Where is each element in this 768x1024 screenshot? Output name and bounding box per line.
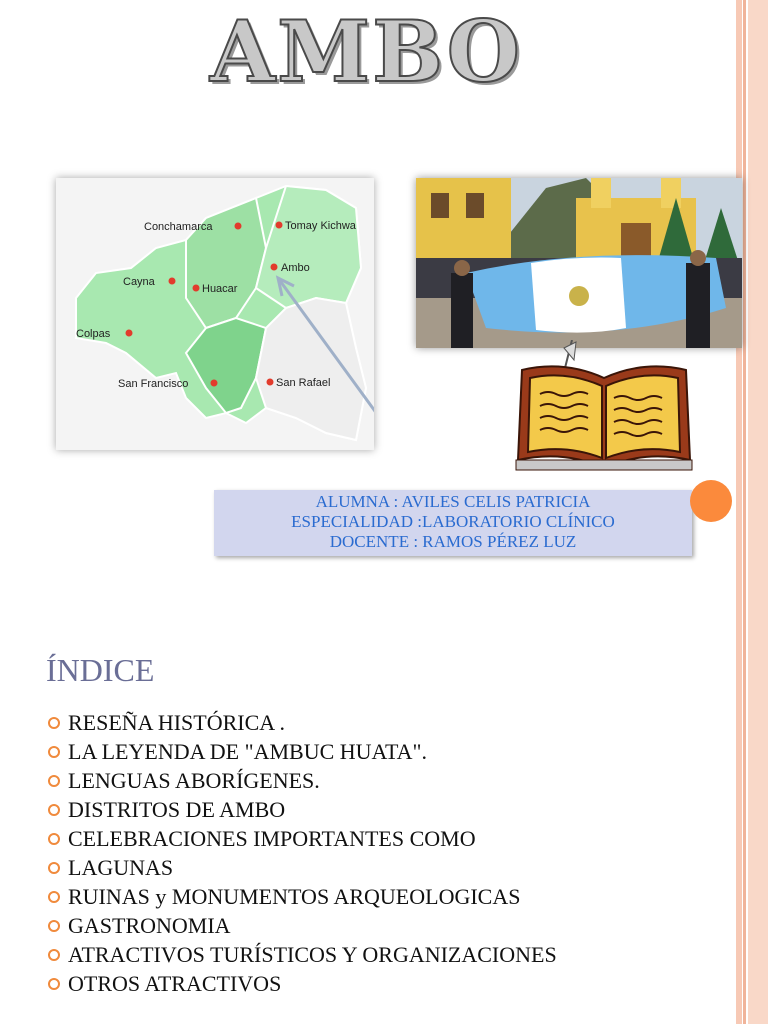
map-label-tomay-kichwa: Tomay Kichwa: [285, 220, 356, 232]
index-heading: ÍNDICE: [46, 652, 155, 688]
teacher-name: DOCENTE : RAMOS PÉREZ LUZ: [329, 532, 577, 551]
map-label-conchamarca: Conchamarca: [144, 221, 213, 233]
specialty: ESPECIALIDAD :LABORATORIO CLÍNICO: [291, 512, 615, 531]
orange-circle-decoration: [690, 480, 732, 522]
slide-border-decoration: [736, 0, 768, 1024]
bullet-icon: [48, 804, 60, 816]
bullet-icon: [48, 862, 60, 874]
bullet-icon: [48, 717, 60, 729]
bullet-icon: [48, 891, 60, 903]
map-label-ambo: Ambo: [281, 262, 310, 274]
list-item: DISTRITOS DE AMBO: [48, 795, 557, 824]
bullet-icon: [48, 746, 60, 758]
list-item: RUINAS y MONUMENTOS ARQUEOLOGICAS: [48, 882, 557, 911]
student-name: ALUMNA : AVILES CELIS PATRICIA: [315, 492, 591, 511]
map-label-cayna: Cayna: [123, 276, 155, 288]
list-item: LENGUAS ABORÍGENES.: [48, 766, 557, 795]
bullet-icon: [48, 978, 60, 990]
index-list: [48, 708, 557, 998]
map-label-san-francisco: San Francisco: [118, 378, 189, 390]
list-item: LAGUNAS: [48, 853, 557, 882]
list-item: LA LEYENDA DE "AMBUC HUATA".: [48, 737, 557, 766]
flag-parade-photo: [416, 178, 742, 348]
map-label-colpas: Colpas: [76, 328, 111, 340]
map-label-san-rafael: San Rafael: [276, 377, 331, 389]
list-item: GASTRONOMIA: [48, 911, 557, 940]
list-item: ATRACTIVOS TURÍSTICOS Y ORGANIZACIONES: [48, 940, 557, 969]
map-label-huacar: Huacar: [202, 283, 238, 295]
open-book-illustration: [514, 340, 694, 478]
page-title: AMBO: [210, 2, 522, 101]
bullet-icon: [48, 833, 60, 845]
list-item: OTROS ATRACTIVOS: [48, 969, 557, 998]
bullet-icon: [48, 920, 60, 932]
list-item: RESEÑA HISTÓRICA .: [48, 708, 557, 737]
district-map: [56, 178, 374, 450]
bullet-icon: [48, 775, 60, 787]
author-info-box: [214, 490, 692, 556]
bullet-icon: [48, 949, 60, 961]
list-item: CELEBRACIONES IMPORTANTES COMO: [48, 824, 557, 853]
